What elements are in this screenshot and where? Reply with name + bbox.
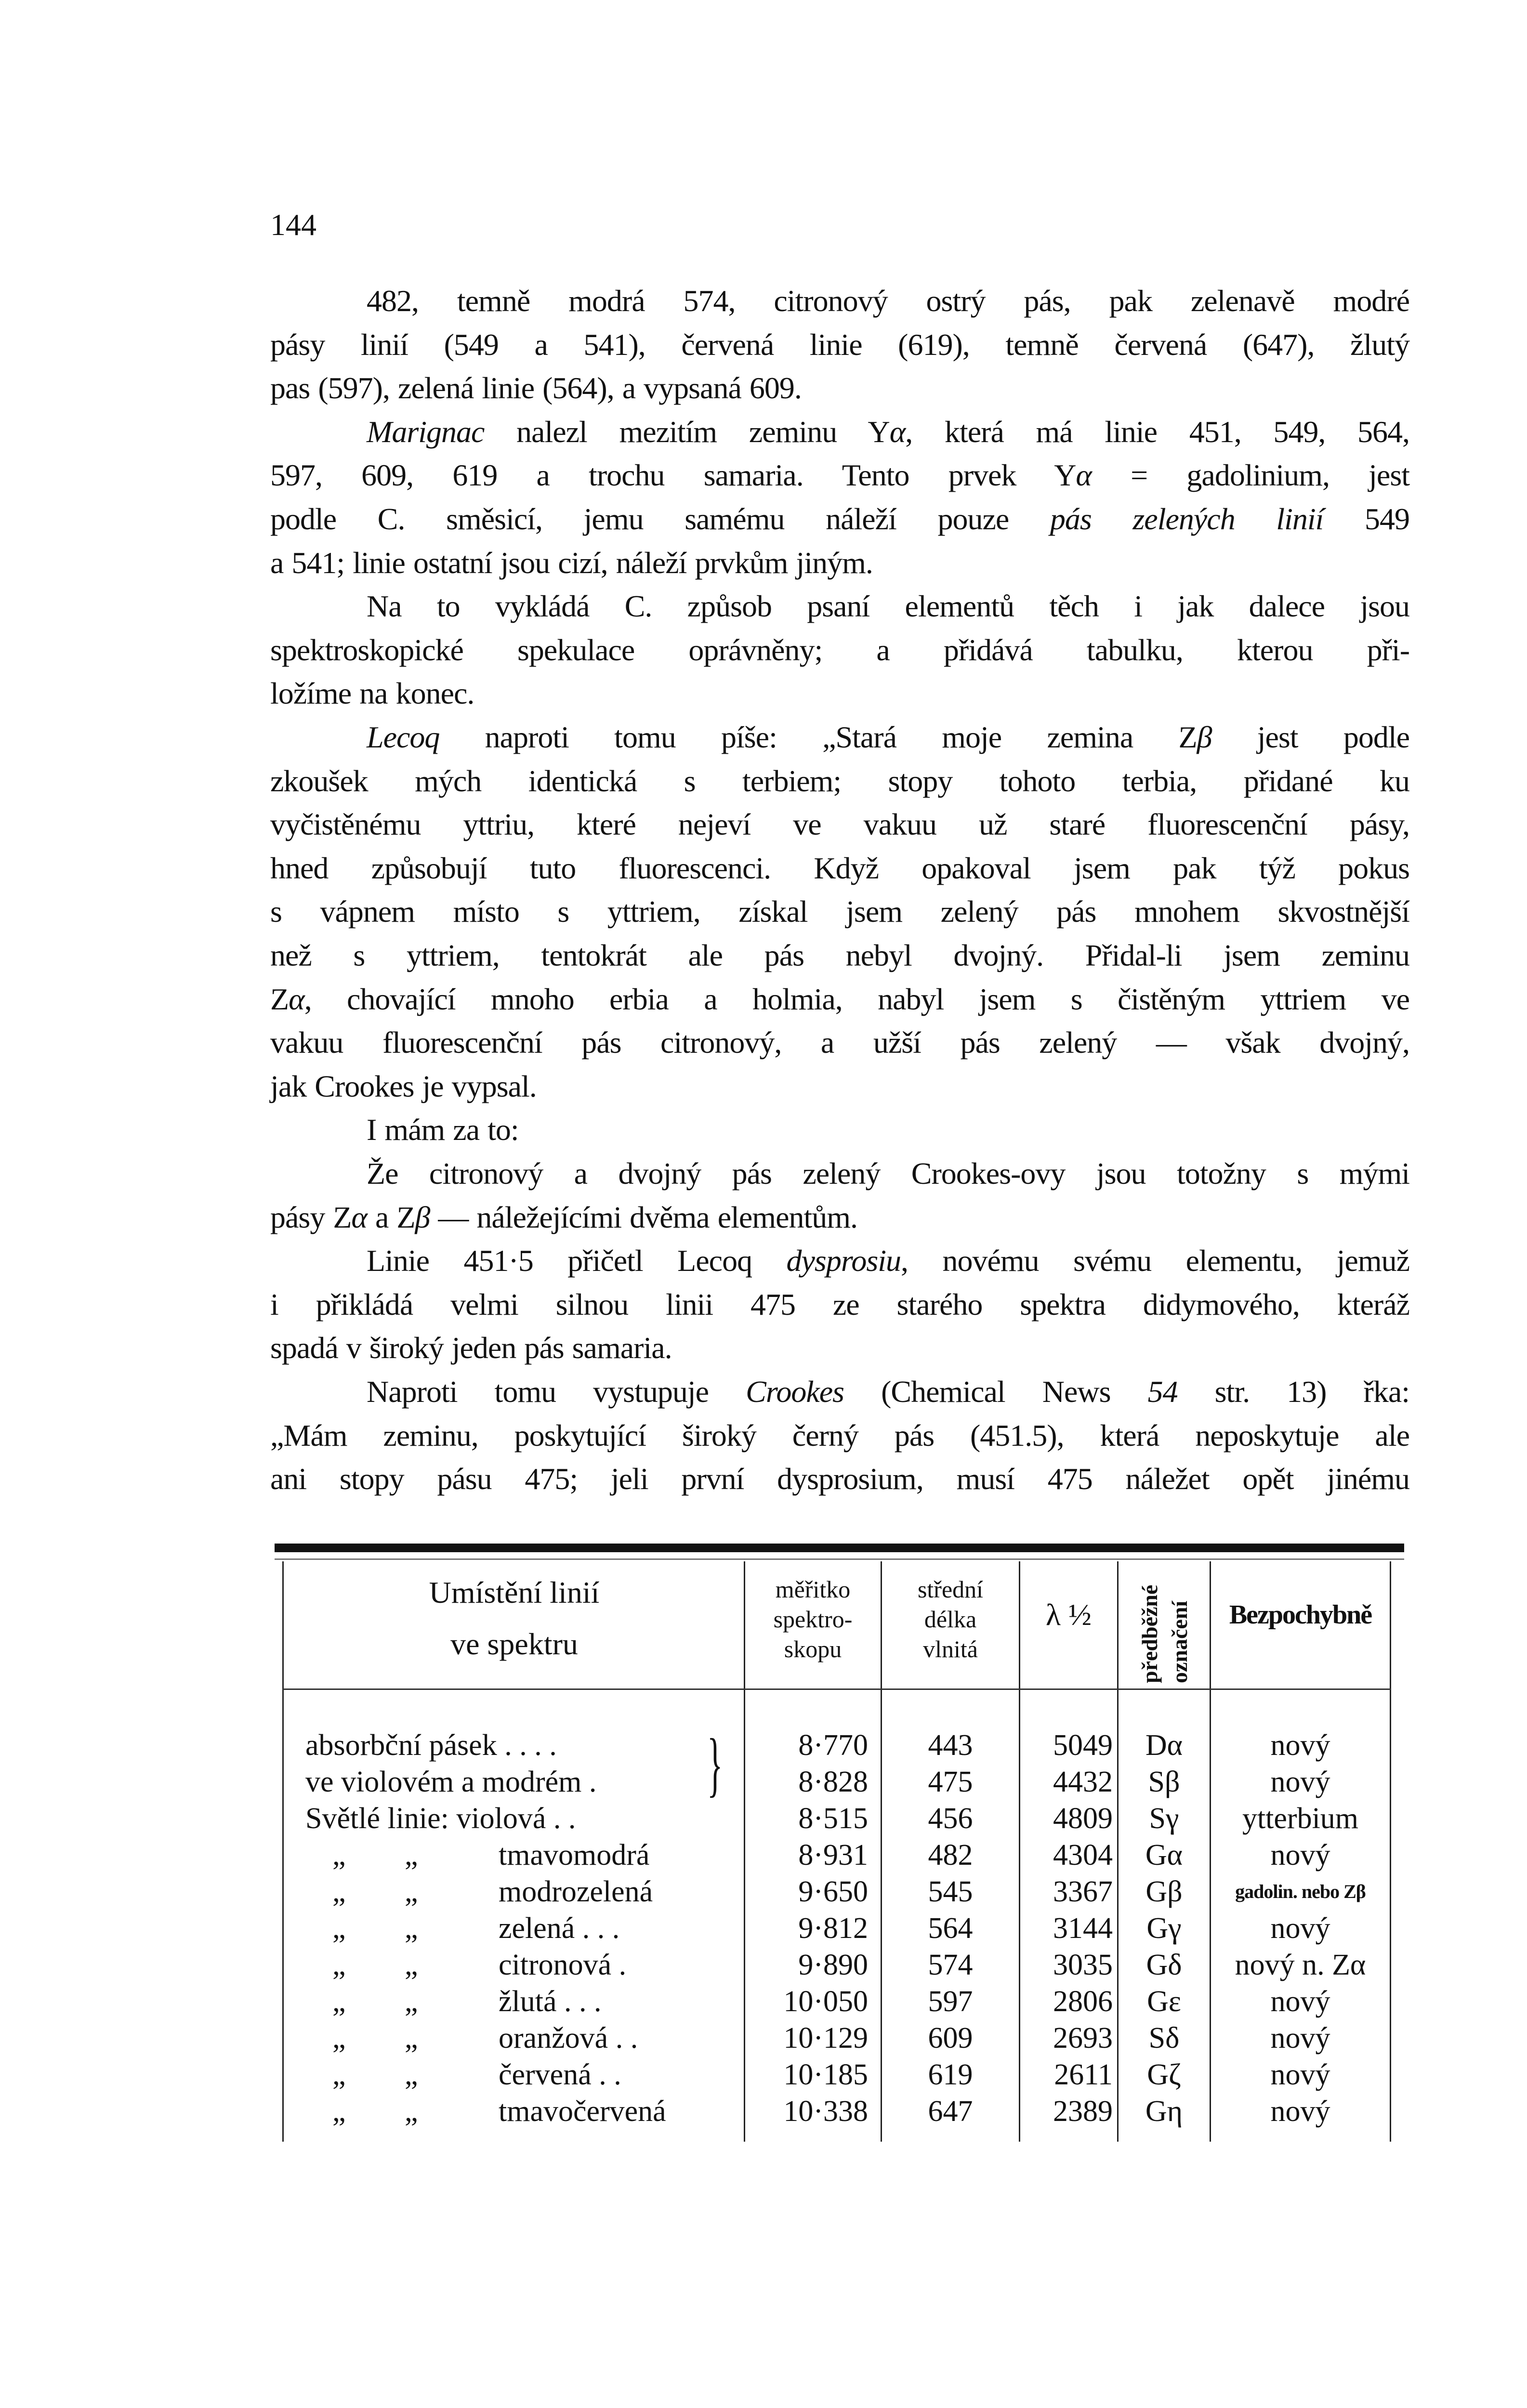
text-line [270, 934, 1409, 977]
header-prelim-1: předběžné [1137, 1584, 1162, 1683]
certain-value: nový n. Zα [1235, 1949, 1366, 1981]
ditto-mark: „ [405, 1912, 418, 1945]
brace-mark: } [707, 1724, 723, 1804]
text-line [367, 1239, 1409, 1283]
symbol-value: Gη [1145, 2095, 1183, 2128]
wavelength-value: 482 [928, 1839, 973, 1871]
lambda-value: 4304 [1053, 1839, 1113, 1871]
text-segment: ložíme na konec. [270, 676, 474, 711]
text-line [367, 716, 1409, 759]
row-label: žlutá . . . [499, 1985, 602, 2018]
header-scale-1: měřitko [775, 1576, 851, 1603]
text-line [270, 672, 1409, 715]
text-line [270, 847, 1409, 890]
wavelength-value: 619 [928, 2058, 973, 2091]
ditto-mark: „ [332, 1949, 346, 1981]
scale-value: 8·828 [798, 1766, 868, 1798]
table-row [0, 1873, 1527, 1910]
text-line [367, 1370, 1409, 1413]
text-segment: 54 [1147, 1374, 1178, 1409]
text-segment: pásy linií (549 a 541), červená linie (619), temně červená (647), žlutý [270, 327, 1409, 362]
symbol-value: Sγ [1149, 1802, 1179, 1835]
text-line [270, 1326, 1409, 1370]
text-segment: i přikládá velmi silnou linii 475 ze starého spektra didymového, kteráž [270, 1287, 1409, 1322]
text-segment: dysprosiu [786, 1243, 901, 1278]
text-line [270, 366, 1409, 410]
text-segment: zkoušek mých identická s terbiem; stopy tohoto terbia, přidané ku [270, 763, 1409, 798]
text-segment: pas (597), zelená linie (564), a vypsaná 609. [270, 371, 802, 406]
text-segment: spadá v široký jeden pás samaria. [270, 1331, 672, 1365]
text-segment: vakuu fluorescenční pás citronový, a užší pás zelený — však dvojný, [270, 1025, 1409, 1060]
ditto-mark: „ [332, 2058, 346, 2091]
text-segment: jak Crookes je vypsal. [270, 1069, 537, 1103]
ditto-mark: „ [405, 2095, 418, 2128]
certain-value: nový [1270, 1729, 1330, 1762]
text-segment: 549 [1323, 502, 1410, 536]
text-line [270, 1414, 1409, 1457]
wavelength-value: 609 [928, 2022, 973, 2055]
header-wave-3: vlnitá [923, 1636, 978, 1662]
certain-value: nový [1270, 1985, 1330, 2018]
scale-value: 9·812 [798, 1912, 868, 1945]
text-line [270, 759, 1409, 803]
text-line [270, 978, 1409, 1021]
header-prelim [1122, 1565, 1209, 1686]
ditto-mark: „ [405, 1875, 418, 1908]
wavelength-value: 564 [928, 1912, 973, 1945]
scale-value: 8·515 [798, 1802, 868, 1835]
table-row [0, 1800, 1527, 1837]
scale-value: 9·650 [798, 1875, 868, 1908]
lambda-value: 3035 [1053, 1949, 1113, 1981]
row-label: Světlé linie: violová . . [305, 1802, 576, 1835]
lambda-value: 2611 [1054, 2058, 1113, 2091]
row-label: oranžová . . [499, 2022, 638, 2055]
text-segment: „Mám zeminu, poskytující široký černý pás (451.5), která neposkytuje ale [270, 1418, 1409, 1453]
text-segment: pás zelených linií [1050, 502, 1324, 536]
scale-value: 10·050 [783, 1985, 868, 2018]
text-segment: β [415, 1200, 430, 1234]
row-label: tmavomodrá [499, 1839, 650, 1871]
text-segment: α [1076, 458, 1092, 493]
text-line [270, 454, 1409, 497]
row-label: tmavočervená [499, 2095, 666, 2128]
text-line [270, 890, 1409, 933]
text-segment: Marignac [367, 414, 485, 449]
lambda-value: 2389 [1053, 2095, 1113, 2128]
table-top-thin-rule [275, 1558, 1404, 1560]
text-line [270, 1196, 1409, 1239]
header-certain: Bezpochybně [1229, 1600, 1372, 1630]
table-row [0, 1983, 1527, 2020]
text-segment: , novému svému elementu, jemuž [901, 1243, 1409, 1278]
table-top-rule [275, 1544, 1404, 1552]
text-line [270, 1283, 1409, 1326]
ditto-mark: „ [405, 2058, 418, 2091]
text-line [270, 628, 1409, 672]
scale-value: 8·770 [798, 1729, 868, 1762]
text-segment: jest podle [1211, 720, 1410, 754]
certain-value: gadolin. nebo Zβ [1235, 1881, 1366, 1902]
text-segment: — náležejícími dvěma elementům. [430, 1200, 858, 1234]
text-line [367, 1152, 1409, 1195]
text-line [367, 279, 1409, 323]
text-segment: vyčistěnému yttriu, které nejeví ve vakuu už staré fluorescenční pásy, [270, 807, 1409, 842]
row-label: ve violovém a modrém . [305, 1766, 597, 1798]
text-segment: podle C. směsicí, jemu samému náleží pouze [270, 502, 1050, 536]
text-segment: Linie 451·5 přičetl Lecoq [367, 1243, 787, 1278]
text-segment: , chovající mnoho erbia a holmia, nabyl jsem s čistěným yttriem ve [304, 982, 1409, 1016]
ditto-mark: „ [405, 1839, 418, 1871]
header-scale-3: skopu [784, 1636, 842, 1662]
text-segment: (Chemical News [844, 1374, 1148, 1409]
certain-value: nový [1270, 2095, 1330, 2128]
symbol-value: Gδ [1146, 1949, 1182, 1981]
text-segment: = gadolinium, jest [1092, 458, 1410, 493]
certain-value: nový [1270, 1839, 1330, 1871]
scale-value: 10·185 [783, 2058, 868, 2091]
lambda-value: 4809 [1053, 1802, 1113, 1835]
scale-value: 10·338 [783, 2095, 868, 2128]
ditto-mark: „ [405, 2022, 418, 2055]
lambda-value: 3144 [1053, 1912, 1113, 1945]
text-line [270, 541, 1409, 585]
text-line [270, 1457, 1409, 1501]
symbol-value: Sβ [1148, 1766, 1180, 1798]
lambda-value: 4432 [1053, 1766, 1113, 1798]
text-segment: Crookes [746, 1374, 844, 1409]
row-label: citronová . [499, 1949, 627, 1981]
table-row [0, 1764, 1527, 1800]
text-segment: ani stopy pásu 475; jeli první dysprosium, musí 475 náležet opět jinému [270, 1462, 1409, 1496]
wavelength-value: 597 [928, 1985, 973, 2018]
page-number: 144 [270, 208, 316, 242]
table-row [0, 1837, 1527, 1873]
ditto-mark: „ [332, 1985, 346, 2018]
header-lambda: λ ½ [1045, 1597, 1092, 1632]
table-row [0, 2093, 1527, 2130]
text-line [270, 803, 1409, 846]
lambda-value: 2693 [1053, 2022, 1113, 2055]
wavelength-value: 574 [928, 1949, 973, 1981]
symbol-value: Gα [1145, 1839, 1183, 1871]
text-segment: Lecoq [367, 720, 440, 754]
scale-value: 9·890 [798, 1949, 868, 1981]
wavelength-value: 456 [928, 1802, 973, 1835]
text-segment: a 541; linie ostatní jsou cizí, náleží prvkům jiným. [270, 545, 873, 580]
wavelength-value: 545 [928, 1875, 973, 1908]
lambda-value: 5049 [1053, 1729, 1113, 1762]
row-label: modrozelená [499, 1875, 653, 1908]
symbol-value: Gε [1147, 1985, 1181, 2018]
ditto-mark: „ [332, 2022, 346, 2055]
ditto-mark: „ [332, 1912, 346, 1945]
symbol-value: Dα [1145, 1729, 1183, 1762]
text-segment: α [351, 1200, 367, 1234]
symbol-value: Gζ [1147, 2058, 1181, 2091]
text-segment: α [889, 414, 906, 449]
text-segment: 597, 609, 619 a trochu samaria. Tento prvek Y [270, 458, 1076, 493]
text-segment: I mám za to: [367, 1112, 519, 1147]
header-wave-1: střední [917, 1576, 984, 1603]
ditto-mark: „ [332, 1875, 346, 1908]
ditto-mark: „ [405, 1949, 418, 1981]
text-segment: nalezl mezitím zeminu Y [484, 414, 890, 449]
header-position: Umístění linií [429, 1575, 600, 1610]
header-position-2: ve spektru [450, 1627, 578, 1661]
header-wave-2: délka [924, 1606, 977, 1633]
row-label: absorbční pásek . . . . [305, 1729, 557, 1762]
text-segment: Že citronový a dvojný pás zelený Crookes-ovy jsou totožny s mými [367, 1156, 1409, 1191]
table-row [0, 1910, 1527, 1947]
text-line [270, 1021, 1409, 1064]
table-row [0, 1727, 1527, 1764]
table-row [0, 2056, 1527, 2093]
header-divider [283, 1688, 1391, 1690]
text-segment: 482, temně modrá 574, citronový ostrý pás, pak zelenavě modré [367, 284, 1409, 318]
wavelength-value: 443 [928, 1729, 973, 1762]
text-segment: str. 13) řka: [1177, 1374, 1410, 1409]
text-segment: Na to vykládá C. způsob psaní elementů těch i jak dalece jsou [367, 589, 1409, 624]
text-segment: spektroskopické spekulace oprávněny; a přidává tabulku, kterou při- [270, 632, 1409, 667]
certain-value: nový [1270, 1912, 1330, 1945]
table-row [0, 2020, 1527, 2056]
text-segment: α [289, 982, 304, 1016]
symbol-value: Gβ [1145, 1875, 1183, 1908]
text-line [367, 410, 1409, 454]
scale-value: 10·129 [783, 2022, 868, 2055]
symbol-value: Sδ [1148, 2022, 1180, 2055]
text-segment: naproti tomu píše: „Stará moje zemina Z [439, 720, 1197, 754]
text-segment: hned způsobují tuto fluorescenci. Když opakoval jsem pak týž pokus [270, 851, 1409, 885]
text-line [367, 1108, 1409, 1152]
lambda-value: 2806 [1053, 1985, 1113, 2018]
text-line [270, 497, 1409, 541]
certain-value: nový [1270, 2058, 1330, 2091]
wavelength-value: 647 [928, 2095, 973, 2128]
header-prelim-2: označení [1167, 1600, 1192, 1683]
text-segment: Naproti tomu vystupuje [367, 1374, 746, 1409]
text-line [270, 1065, 1409, 1108]
text-segment: Z [270, 982, 289, 1016]
text-line [367, 585, 1409, 628]
ditto-mark: „ [405, 1985, 418, 2018]
lambda-value: 3367 [1053, 1875, 1113, 1908]
certain-value: ytterbium [1242, 1802, 1359, 1835]
row-label: zelená . . . [499, 1912, 620, 1945]
text-segment: , která má linie 451, 549, 564, [905, 414, 1410, 449]
text-line [270, 323, 1409, 366]
symbol-value: Gγ [1146, 1912, 1182, 1945]
text-segment: β [1197, 720, 1212, 754]
certain-value: nový [1270, 1766, 1330, 1798]
ditto-mark: „ [332, 2095, 346, 2128]
text-segment: s vápnem místo s yttriem, získal jsem zelený pás mnohem skvostnější [270, 894, 1409, 929]
text-segment: než s yttriem, tentokrát ale pás nebyl dvojný. Přidal-li jsem zeminu [270, 938, 1409, 972]
certain-value: nový [1270, 2022, 1330, 2055]
text-segment: a Z [367, 1200, 415, 1234]
wavelength-value: 475 [928, 1766, 973, 1798]
ditto-mark: „ [332, 1839, 346, 1871]
table-row [0, 1947, 1527, 1983]
scale-value: 8·931 [798, 1839, 868, 1871]
row-label: červená . . [499, 2058, 621, 2091]
text-segment: pásy Z [270, 1200, 352, 1234]
header-scale-2: spektro- [773, 1606, 853, 1633]
